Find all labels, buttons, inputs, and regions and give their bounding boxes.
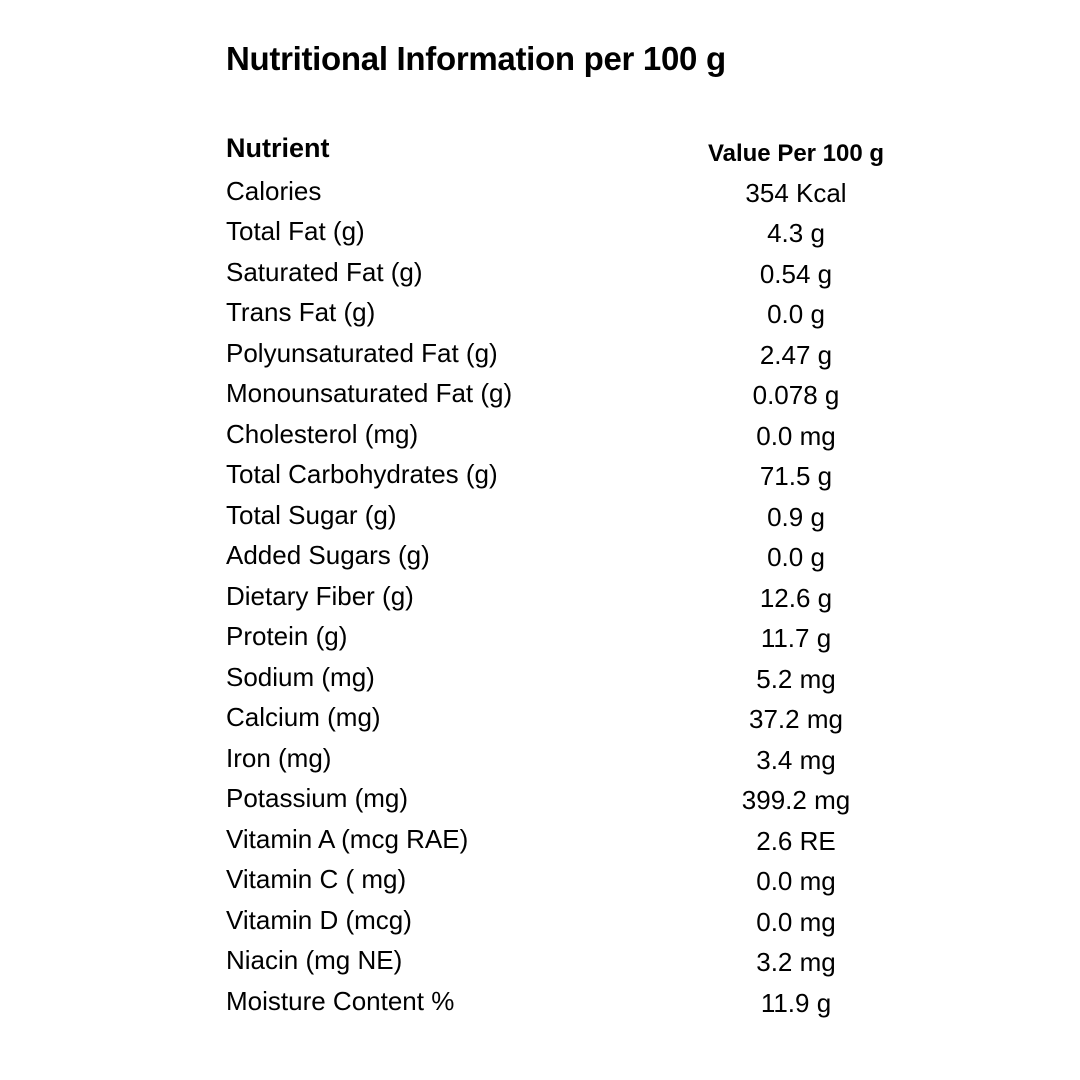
nutrient-name: Cholesterol (mg) — [226, 418, 419, 449]
nutrient-value: 0.9 g — [767, 501, 825, 532]
nutrient-value: 12.6 g — [759, 582, 833, 613]
nutrient-name: Niacin (mg NE) — [226, 945, 403, 975]
nutrient-name: Saturated Fat (g) — [226, 256, 423, 287]
table-row — [226, 576, 926, 617]
nutrient-name: Monounsaturated Fat (g) — [226, 378, 513, 408]
nutrient-name: Vitamin C ( mg) — [226, 864, 407, 894]
nutrient-name: Total Carbohydrates (g) — [226, 459, 498, 489]
value-column-header: Value Per 100 g — [707, 140, 885, 167]
table-row — [226, 171, 926, 212]
nutrient-name: Potassium (mg) — [226, 783, 409, 813]
nutrient-value: 0.0 g — [767, 542, 825, 572]
table-row — [226, 657, 926, 698]
nutrient-value: 4.3 g — [767, 218, 825, 248]
nutrient-value: 0.078 g — [752, 380, 840, 410]
table-row — [226, 252, 926, 293]
nutrient-value: 37.2 mg — [749, 704, 843, 734]
table-row — [226, 373, 926, 414]
nutrient-value: 3.2 mg — [756, 947, 836, 977]
nutrient-name: Added Sugars (g) — [226, 540, 430, 570]
nutrient-value: 2.6 RE — [756, 825, 836, 856]
nutrient-name: Vitamin A (mcg RAE) — [226, 823, 469, 854]
table-row — [226, 495, 926, 536]
nutrient-name: Calcium (mg) — [226, 702, 381, 732]
table-row — [226, 981, 926, 1022]
table-row — [226, 333, 926, 374]
table-row — [226, 940, 926, 981]
nutrient-name: Sodium (mg) — [226, 661, 375, 692]
nutrient-name: Calories — [226, 175, 322, 206]
page-title: Nutritional Information per 100 g — [226, 40, 726, 77]
table-row — [226, 859, 926, 900]
nutrient-value: 399.2 mg — [741, 785, 851, 815]
nutrient-name: Total Fat (g) — [226, 216, 365, 246]
nutrient-value: 0.0 g — [767, 299, 825, 329]
table-row — [226, 616, 926, 657]
nutrient-value: 0.0 mg — [756, 866, 836, 896]
nutrient-value: 5.2 mg — [756, 663, 836, 694]
table-row — [226, 414, 926, 455]
nutrient-name: Iron (mg) — [226, 742, 332, 773]
nutrient-name: Polyunsaturated Fat (g) — [226, 337, 498, 368]
table-row — [226, 738, 926, 779]
table-row — [226, 211, 926, 252]
nutrient-name: Total Sugar (g) — [226, 499, 397, 530]
table-row — [226, 697, 926, 738]
nutrient-name: Vitamin D (mcg) — [226, 904, 412, 935]
nutrition-table — [226, 130, 926, 1021]
nutrient-value: 2.47 g — [759, 339, 833, 370]
nutrient-value: 0.54 g — [759, 258, 833, 289]
nutrient-column-header: Nutrient — [226, 133, 330, 163]
table-row — [226, 292, 926, 333]
nutrient-name: Dietary Fiber (g) — [226, 580, 414, 611]
nutrient-value: 354 Kcal — [745, 177, 847, 208]
table-row — [226, 454, 926, 495]
table-row — [226, 819, 926, 860]
table-row — [226, 778, 926, 819]
nutrient-value: 0.0 mg — [756, 420, 836, 451]
nutrient-name: Moisture Content % — [226, 985, 455, 1016]
nutrient-name: Protein (g) — [226, 621, 348, 651]
table-row — [226, 900, 926, 941]
nutrient-value: 0.0 mg — [756, 906, 836, 937]
nutrient-value: 3.4 mg — [756, 744, 836, 775]
nutrient-name: Trans Fat (g) — [226, 297, 376, 327]
table-body — [226, 171, 926, 1022]
nutrient-value: 71.5 g — [759, 461, 833, 491]
nutrient-value: 11.7 g — [760, 623, 832, 653]
table-row — [226, 535, 926, 576]
nutrient-value: 11.9 g — [760, 987, 832, 1018]
table-header-row — [226, 130, 926, 171]
